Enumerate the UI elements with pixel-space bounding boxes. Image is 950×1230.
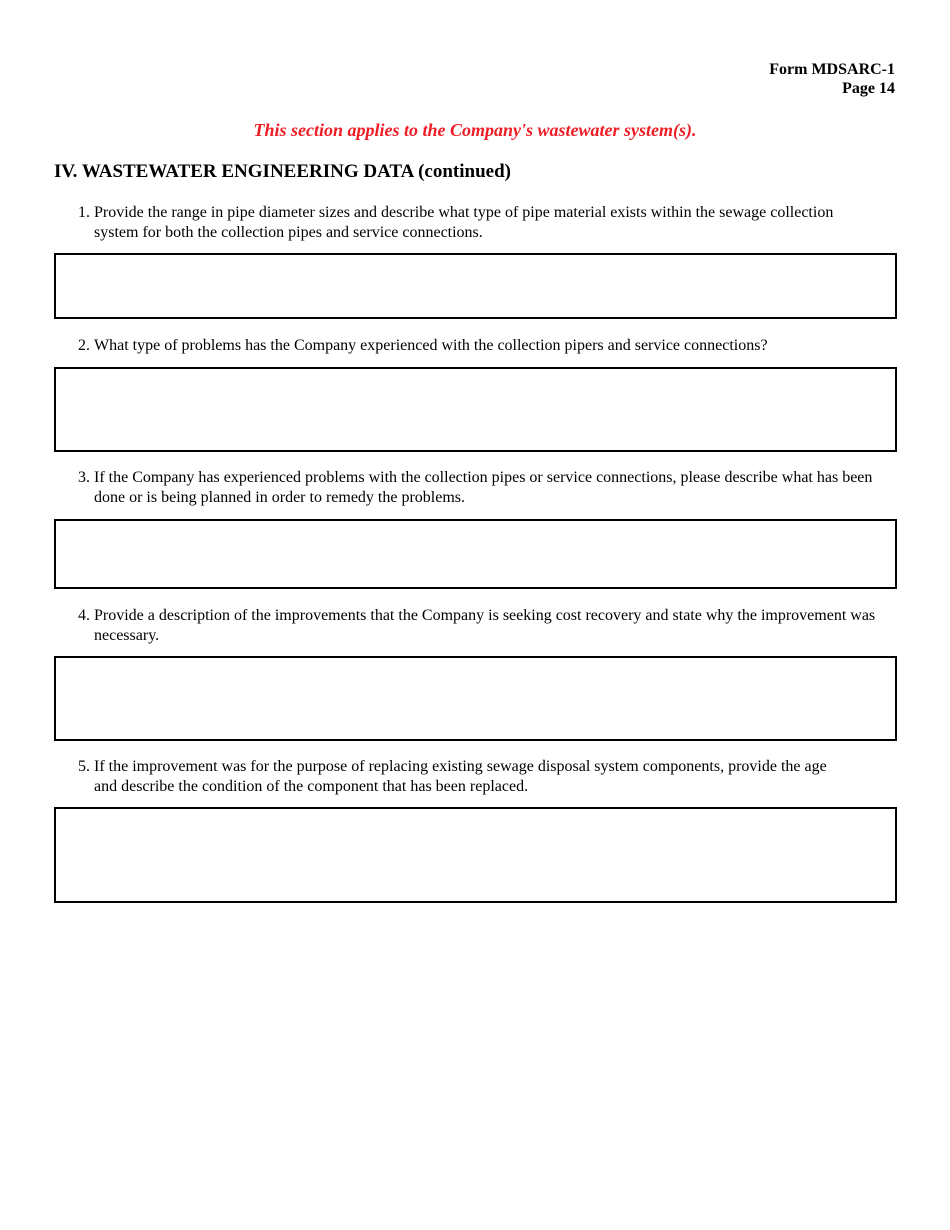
answer-box-1[interactable] (54, 253, 897, 319)
question-text: Provide a description of the improvements that the Company is seeking cost recovery and state why the improvement was necessary. (94, 607, 876, 644)
question-number: 1. (78, 204, 90, 221)
question-number: 4. (78, 607, 90, 624)
answer-box-4[interactable] (54, 656, 897, 741)
question-text: Provide the range in pipe diameter sizes and describe what type of pipe material exists within the sewage collection system for both the collection pipes and service connections. (94, 204, 834, 241)
answer-box-3[interactable] (54, 519, 897, 589)
question-number: 5. (78, 758, 90, 775)
section-heading: IV. WASTEWATER ENGINEERING DATA (continued) (54, 161, 511, 182)
question-4 (78, 606, 878, 645)
question-number: 2. (78, 337, 90, 354)
question-3 (78, 468, 878, 507)
question-number: 3. (78, 469, 90, 486)
answer-box-5[interactable] (54, 807, 897, 903)
question-text: What type of problems has the Company experienced with the collection pipers and service connections? (94, 337, 768, 354)
question-2 (78, 336, 878, 356)
question-1 (78, 203, 858, 242)
section-applicability-notice: This section applies to the Company's wastewater system(s). (253, 120, 697, 140)
question-text: If the improvement was for the purpose of replacing existing sewage disposal system components, provide the age and describe the condition of the component that has been replaced. (94, 758, 827, 795)
answer-box-2[interactable] (54, 367, 897, 452)
form-identifier (769, 60, 895, 98)
form-number: Form MDSARC-1 (769, 61, 895, 78)
page-number: Page 14 (842, 80, 895, 97)
question-text: If the Company has experienced problems with the collection pipes or service connections, please describe what has been done or is being planned in order to remedy the problems. (94, 469, 873, 506)
question-5 (78, 757, 848, 796)
